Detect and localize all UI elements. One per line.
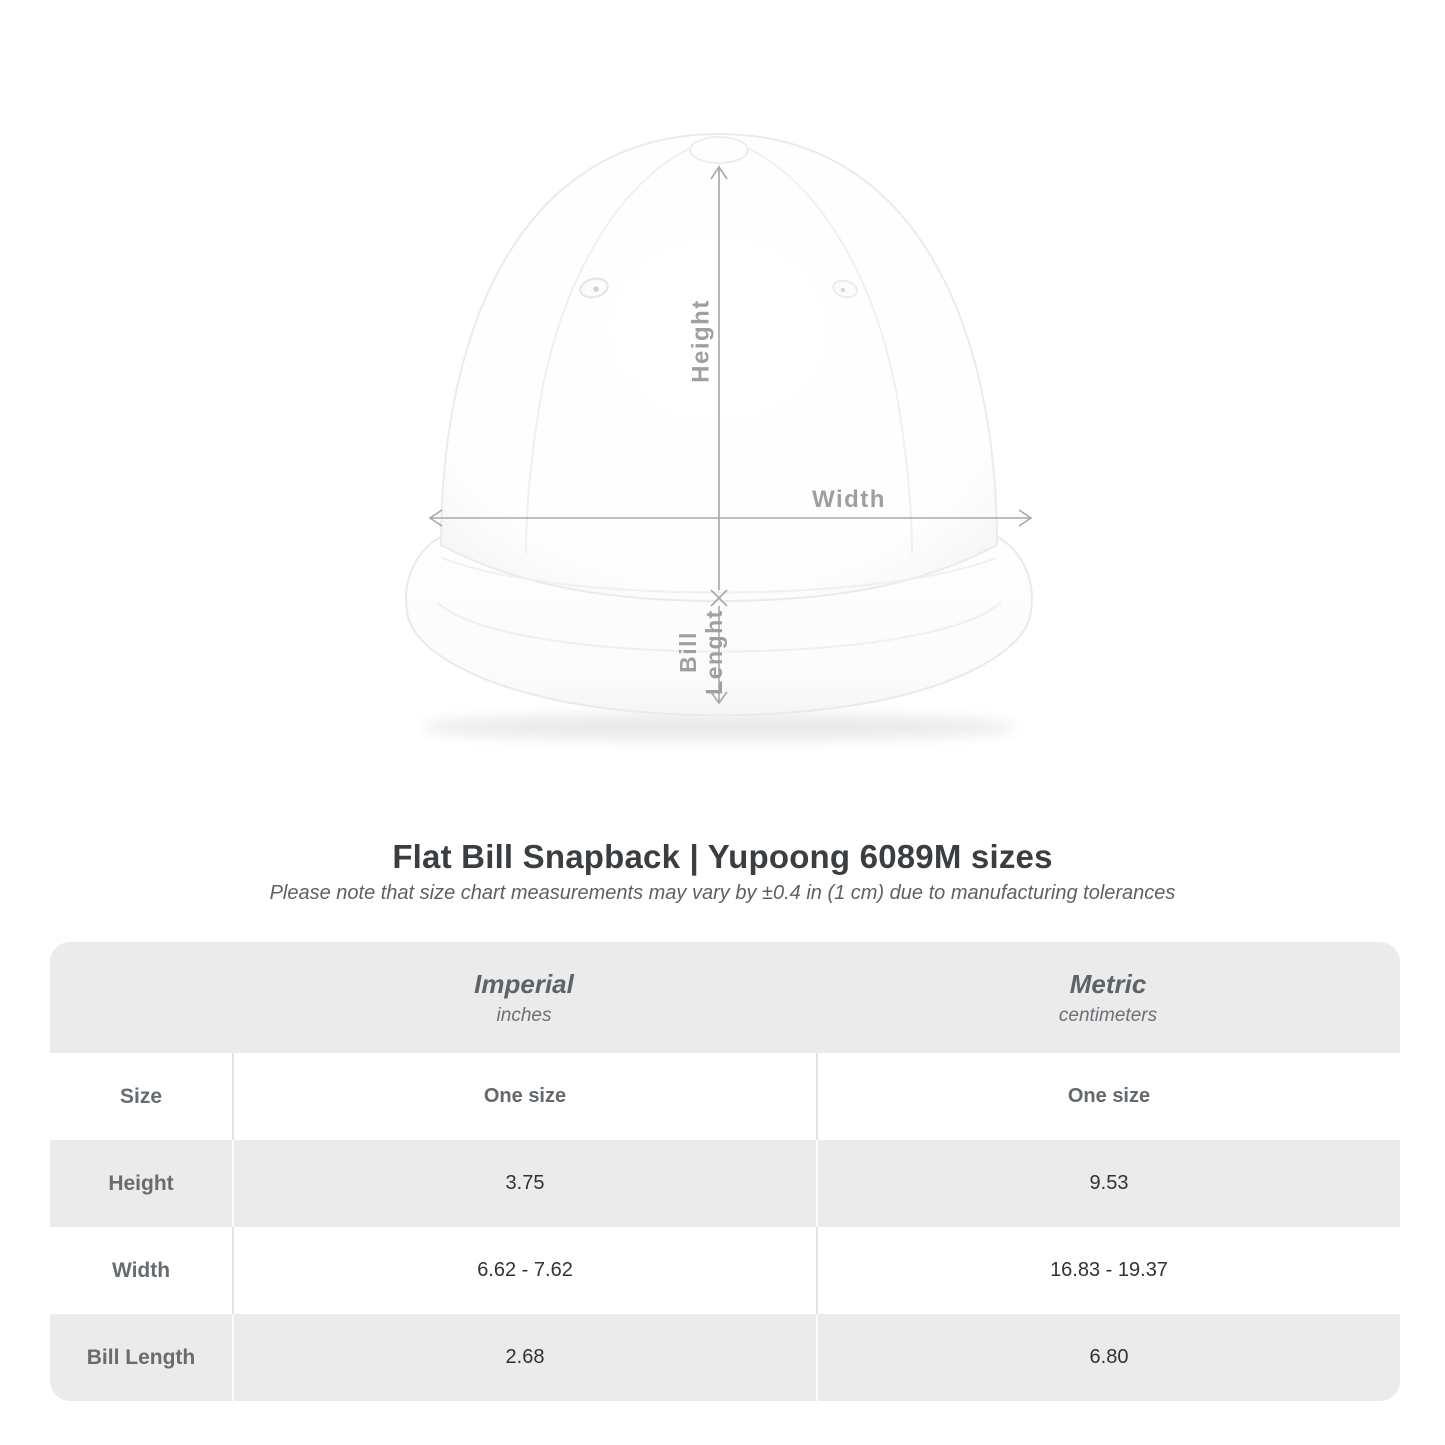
metric-value: 16.83 - 19.37 (1050, 1259, 1168, 1281)
row-label-cell (50, 1314, 234, 1401)
row-label-cell (50, 1227, 234, 1314)
imperial-column-header: Imperial (474, 968, 574, 999)
imperial-value-cell (234, 1227, 818, 1314)
imperial-value: 6.62 - 7.62 (477, 1259, 573, 1281)
metric-value-cell (818, 1227, 1400, 1314)
table-row-width (50, 1227, 1400, 1314)
bill-length-label-line2: Lenght (701, 609, 727, 695)
row-label: Bill Length (86, 1345, 196, 1369)
metric-column-header: Metric (1069, 968, 1147, 999)
table-row-bill-length (50, 1314, 1400, 1401)
row-label: Height (108, 1171, 174, 1195)
imperial-value: 2.68 (505, 1346, 545, 1368)
table-row-size (50, 1053, 1400, 1140)
row-label: Width (111, 1258, 171, 1282)
row-label-cell (50, 1140, 234, 1227)
imperial-value: One size (483, 1085, 567, 1107)
size-table (50, 942, 1400, 1401)
metric-column-units: centimeters (1058, 1004, 1158, 1026)
metric-value: 6.80 (1089, 1346, 1129, 1368)
metric-value: 9.53 (1089, 1172, 1129, 1194)
metric-value-cell (818, 1314, 1400, 1401)
hat-shadow (421, 714, 1017, 740)
table-row-height (50, 1140, 1400, 1227)
header-imperial-cell (232, 942, 816, 1053)
bill-length-label-line1: Bill (675, 631, 701, 673)
page-title: Flat Bill Snapback | Yupoong 6089M sizes (392, 838, 1053, 875)
metric-value: One size (1067, 1085, 1151, 1107)
imperial-column-units: inches (496, 1004, 552, 1026)
hat-top-button (690, 137, 748, 163)
imperial-value-cell (234, 1053, 818, 1140)
metric-value-cell (818, 1053, 1400, 1140)
header-spacer-cell (50, 942, 232, 1053)
table-header-row (50, 942, 1400, 1053)
header-metric-cell (816, 942, 1400, 1053)
imperial-value: 3.75 (505, 1172, 545, 1194)
row-label-cell (50, 1053, 234, 1140)
tolerance-note: Please note that size chart measurements may vary by ±0.4 in (1 cm) due to manufacturing tolerances (269, 882, 1176, 904)
imperial-value-cell (234, 1140, 818, 1227)
imperial-value-cell (234, 1314, 818, 1401)
height-label: Height (687, 299, 715, 383)
width-label: Width (812, 486, 886, 513)
metric-value-cell (818, 1140, 1400, 1227)
row-label: Size (119, 1084, 163, 1108)
